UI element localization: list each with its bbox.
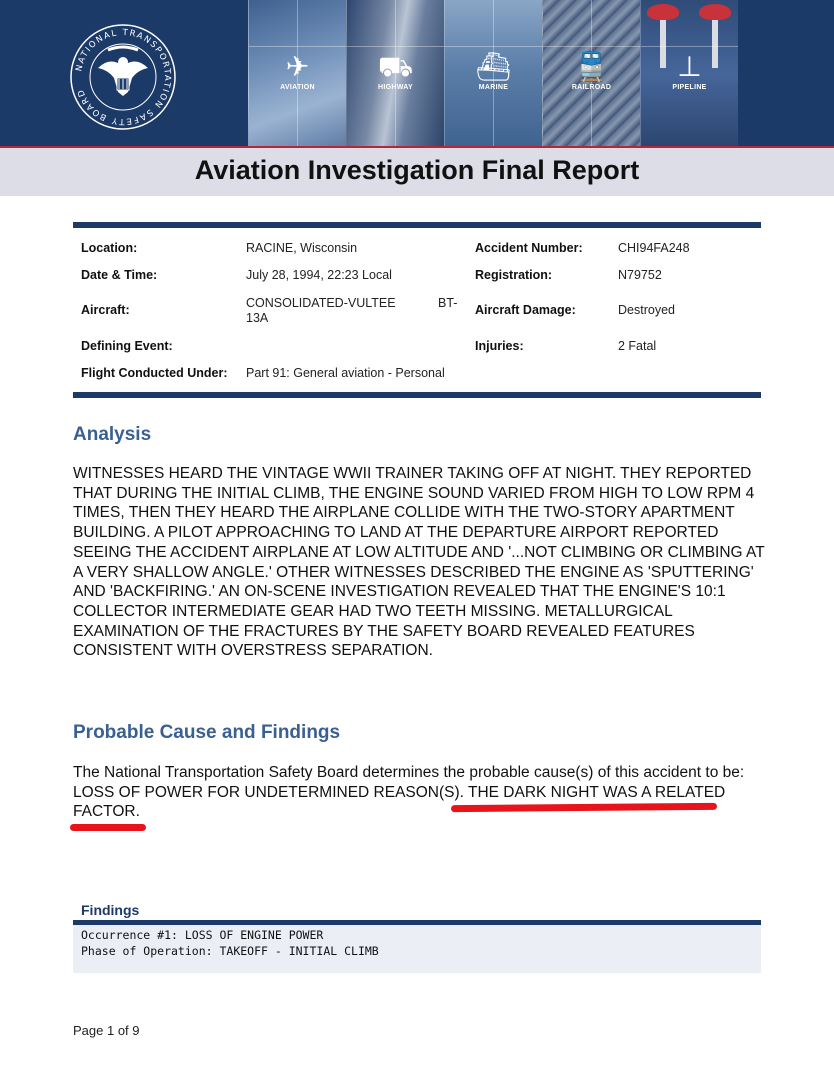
valve-icon [695,0,735,26]
analysis-heading: Analysis [73,424,152,445]
mode-label: MARINE [478,84,509,91]
occurrence-line: Occurrence #1: LOSS OF ENGINE POWER [81,928,324,942]
defining-event-label: Defining Event: [81,339,173,353]
mode-label: AVIATION [280,84,315,91]
aircraft-damage-label: Aircraft Damage: [475,303,576,317]
mode-aviation [248,0,346,148]
aircraft-make-value: CONSOLIDATED-VULTEE [246,296,396,310]
info-bottom-rule [73,392,761,398]
info-top-rule [73,222,761,228]
findings-box [73,925,761,973]
transport-modes-strip [248,0,738,148]
mode-label: PIPELINE [672,84,707,91]
svg-text:NATIONAL TRANSPORTATION SAFETY: NATIONAL TRANSPORTATION SAFETY BOARD [74,27,173,127]
aircraft-model-suffix: 13A [246,311,269,325]
registration-value: N79752 [618,268,662,282]
train-icon: 🚆 [574,50,609,83]
mode-marine [444,0,542,148]
pipeline-icon: ⊥ [677,50,702,83]
ntsb-seal-logo [68,22,178,132]
mode-label: RAILROAD [571,84,612,91]
accident-number-value: CHI94FA248 [618,241,690,255]
location-label: Location: [81,241,138,255]
flight-conducted-label: Flight Conducted Under: [81,366,228,380]
phase-line: Phase of Operation: TAKEOFF - INITIAL CLIMB [81,944,379,958]
location-value: RACINE, Wisconsin [246,241,358,255]
registration-label: Registration: [475,268,553,282]
header-banner [0,0,834,148]
analysis-text: WITNESSES HEARD THE VINTAGE WWII TRAINER TAKING OFF AT NIGHT. THEY REPORTED THAT DURING THE INITIAL CLIMB, THE ENGINE SOUND VARIED FROM HIGH TO LOW RPM 4 TIMES, THEN THEY HEARD THE AIRPLANE COLLIDE WITH THE TWO-STORY APARTMENT BUILDING. A PILOT APPROACHING TO LAND AT THE DEPARTURE AIRPORT REPORTED SEEING THE ACCIDENT AIRPLANE AT LOW ALTITUDE AND '...NOT CLIMBING OR CLIMBING AT A VERY SHALLOW ANGLE.' OTHER WITNESSES DESCRIBED THE ENGINE AS 'SPUTTERING' AND 'BACKFIRING.' AN ON-SCENE INVESTIGATION REVEALED THAT THE ENGINE'S 10:1 COLLECTOR INTERMEDIATE GEAR HAD TWO TEETH MISSING. METALLURGICAL EXAMINATION OF THE FRACTURES BY THE SAFETY BOARD REVEALED FEATURES CONSISTENT WITH OVERSTRESS SEPARATION. [73,465,765,660]
red-underline-annotation [70,824,146,831]
title-bar [0,148,834,196]
aircraft-label: Aircraft: [81,303,130,317]
findings-heading: Findings [81,902,140,918]
aircraft-damage-value: Destroyed [618,303,675,317]
truck-icon: ⛟ [377,50,414,83]
injuries-label: Injuries: [475,339,524,353]
date-label: Date & Time: [81,268,158,282]
ship-icon: ⛴ [475,50,512,83]
airplane-icon: ✈ [285,50,310,83]
report-title: Aviation Investigation Final Report [194,155,640,185]
mode-railroad [542,0,640,148]
injuries-value: 2 Fatal [618,339,657,353]
probable-cause-heading: Probable Cause and Findings [73,722,341,743]
valve-icon [643,0,683,26]
mode-highway [346,0,444,148]
aircraft-model-prefix: BT- [438,296,458,310]
flight-conducted-value: Part 91: General aviation - Personal [246,366,445,380]
date-value: July 28, 1994, 22:23 Local [246,268,392,282]
probable-cause-text: The National Transportation Safety Board determines the probable cause(s) of this accident to be: LOSS OF POWER FOR UNDETERMINED REASON(S). THE DARK NIGHT WAS A RELATED FACTOR. [73,764,745,821]
mode-pipeline [640,0,738,148]
mode-label: HIGHWAY [378,84,413,91]
accident-number-label: Accident Number: [475,241,583,255]
page-number: Page 1 of 9 [73,1023,140,1038]
